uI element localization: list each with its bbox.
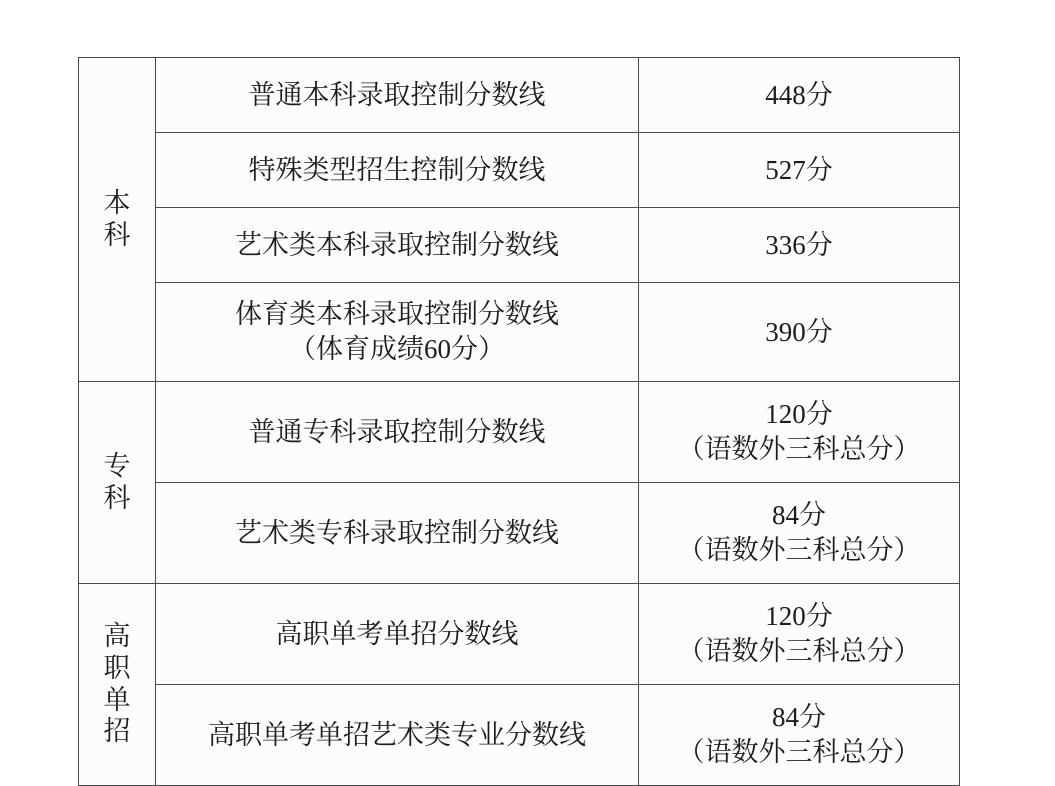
- row-name-cell: [156, 208, 639, 283]
- row-score-cell: [639, 283, 960, 382]
- category-label-vertical: [79, 621, 155, 748]
- table-row: [79, 133, 960, 208]
- row-name-line2: （体育成绩60分）: [289, 334, 505, 364]
- row-name-cell: [156, 382, 639, 483]
- row-name-line1: 普通专科录取控制分数线: [248, 416, 546, 447]
- row-score-sub: （语数外三科总分）: [677, 737, 921, 767]
- row-name-cell: [156, 483, 639, 584]
- row-score-main: 527分: [765, 154, 833, 185]
- row-name-text: [162, 297, 632, 366]
- table-row: [79, 584, 960, 685]
- row-score-cell: [639, 58, 960, 133]
- row-name-cell: [156, 283, 639, 382]
- table-row: [79, 382, 960, 483]
- row-name-cell: [156, 133, 639, 208]
- row-score-main: 390分: [765, 316, 833, 347]
- category-char: 单: [103, 684, 131, 715]
- row-name-text: [162, 78, 632, 113]
- score-line-table-body: [79, 58, 960, 786]
- category-label-vertical: [79, 451, 155, 515]
- category-char: 高: [103, 620, 131, 651]
- row-name-line1: 特殊类型招生控制分数线: [248, 154, 546, 185]
- row-score-cell: [639, 133, 960, 208]
- row-score-cell: [639, 685, 960, 786]
- category-char: 招: [103, 716, 131, 747]
- category-char: 职: [103, 652, 131, 683]
- row-name-cell: [156, 58, 639, 133]
- row-score-cell: [639, 382, 960, 483]
- row-score-main: 84分: [772, 500, 826, 531]
- table-row: [79, 483, 960, 584]
- row-name-cell: [156, 685, 639, 786]
- table-row: [79, 58, 960, 133]
- row-score-sub: （语数外三科总分）: [677, 434, 921, 464]
- row-score-cell: [639, 584, 960, 685]
- category-char: 专: [103, 450, 131, 481]
- category-char: 科: [103, 219, 131, 250]
- row-score-main: 84分: [772, 702, 826, 733]
- category-cell-gaozhidanzhao: [79, 584, 156, 786]
- table-row: [79, 685, 960, 786]
- category-cell-zhuanke: [79, 382, 156, 584]
- row-score-cell: [639, 208, 960, 283]
- row-score-main: 448分: [765, 79, 833, 110]
- row-name-line1: 艺术类专科录取控制分数线: [235, 517, 559, 548]
- row-name-line1: 体育类本科录取控制分数线: [235, 299, 559, 330]
- row-name-line1: 普通本科录取控制分数线: [248, 79, 546, 110]
- score-line-table: [78, 57, 960, 786]
- table-row: [79, 283, 960, 382]
- category-char: 本: [103, 187, 131, 218]
- row-score-cell: [639, 483, 960, 584]
- category-char: 科: [103, 482, 131, 513]
- row-name-line1: 艺术类本科录取控制分数线: [235, 229, 559, 260]
- row-name-cell: [156, 584, 639, 685]
- row-name-line1: 高职单考单招艺术类专业分数线: [208, 719, 586, 750]
- table-row: [79, 208, 960, 283]
- row-score-sub: （语数外三科总分）: [677, 636, 921, 666]
- category-cell-benke: [79, 58, 156, 382]
- row-name-line1: 高职单考单招分数线: [275, 618, 519, 649]
- row-score-main: 120分: [765, 399, 833, 430]
- row-score-main: 120分: [765, 601, 833, 632]
- row-score-sub: （语数外三科总分）: [677, 535, 921, 565]
- category-label-vertical: [79, 188, 155, 252]
- row-score-main: 336分: [765, 229, 833, 260]
